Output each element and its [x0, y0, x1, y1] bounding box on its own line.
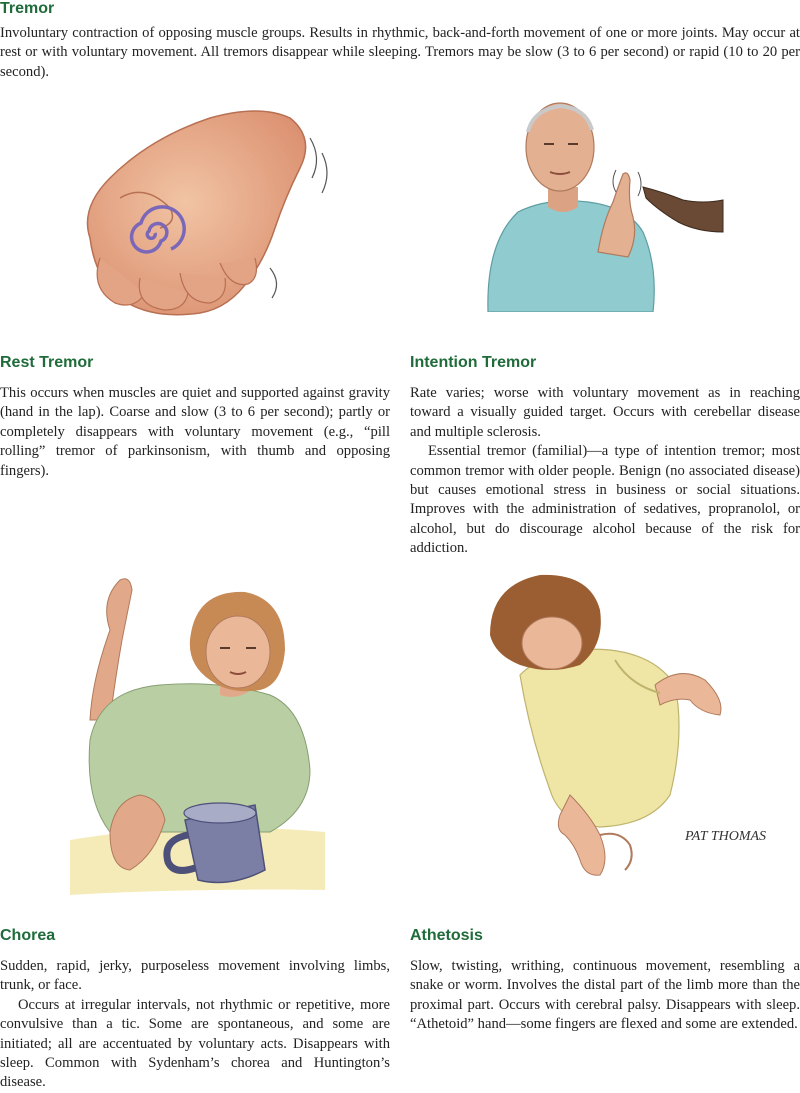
- artist-signature: PAT THOMAS: [685, 829, 767, 844]
- rest-tremor-description: [0, 384, 390, 481]
- rest-tremor-paragraph-1: This occurs when muscles are quiet and supported against gravity (hand in the lap). Coarse and slow (3 to 6 per second); partly or completely disappears with voluntary movement (e.g., “pill rolling” tremor of parkinsonism, with thumb and opposing fingers).: [0, 385, 390, 479]
- tremor-description: [0, 24, 800, 82]
- chorea-description: [0, 957, 390, 1093]
- intention-tremor-paragraph-2: Essential tremor (familial)—a type of intention tremor; most common tremor with older people. Benign (no associated disease) but causes emotional stress in business or social situations. Improves with the administration of sedatives, propranolol, or alcohol, but do discourage alcohol because of the risk for addiction.: [410, 443, 800, 557]
- boy-twisting-illustration: [480, 565, 780, 885]
- tremor-text: Involuntary contraction of opposing muscle groups. Results in rhythmic, back-and-forth movement of one or more joints. May occur at rest or with voluntary movement. All tremors disappear while sleeping. Tremors may be slow (3 to 6 per second) or rapid (10 to 20 per second).: [0, 25, 800, 80]
- tremor-title: Tremor: [0, 0, 55, 17]
- chorea-paragraph-1: Sudden, rapid, jerky, purposeless movement involving limbs, trunk, or face.: [0, 958, 390, 994]
- chorea-paragraph-2: Occurs at irregular intervals, not rhythmic or repetitive, more convulsive than a tic. Some are spontaneous, and some are initiated; all are accentuated by voluntary acts. Disappears with sleep. Common with Sydenham’s chorea and Huntington’s disease.: [0, 996, 390, 1091]
- woman-mug-illustration: [70, 570, 330, 900]
- intention-tremor-description: [410, 384, 800, 559]
- man-finger-illustration: [478, 92, 728, 312]
- athetosis-description: [410, 957, 800, 1035]
- athetosis-title: Athetosis: [410, 927, 483, 944]
- intention-tremor-title: Intention Tremor: [410, 354, 537, 371]
- chorea-title: Chorea: [0, 927, 56, 944]
- hand-illustration: [60, 98, 350, 328]
- athetosis-paragraph-1: Slow, twisting, writhing, continuous movement, resembling a snake or worm. Involves the distal part of the limb more than the proximal part. Occurs with cerebral palsy. Disappears with sleep. “Athetoid” hand—some fingers are flexed and some are extended.: [410, 958, 800, 1033]
- rest-tremor-title: Rest Tremor: [0, 354, 94, 371]
- intention-tremor-paragraph-1: Rate varies; worse with voluntary movement as in reaching toward a visually guided target. Occurs with cerebellar disease and multiple sclerosis.: [410, 385, 800, 440]
